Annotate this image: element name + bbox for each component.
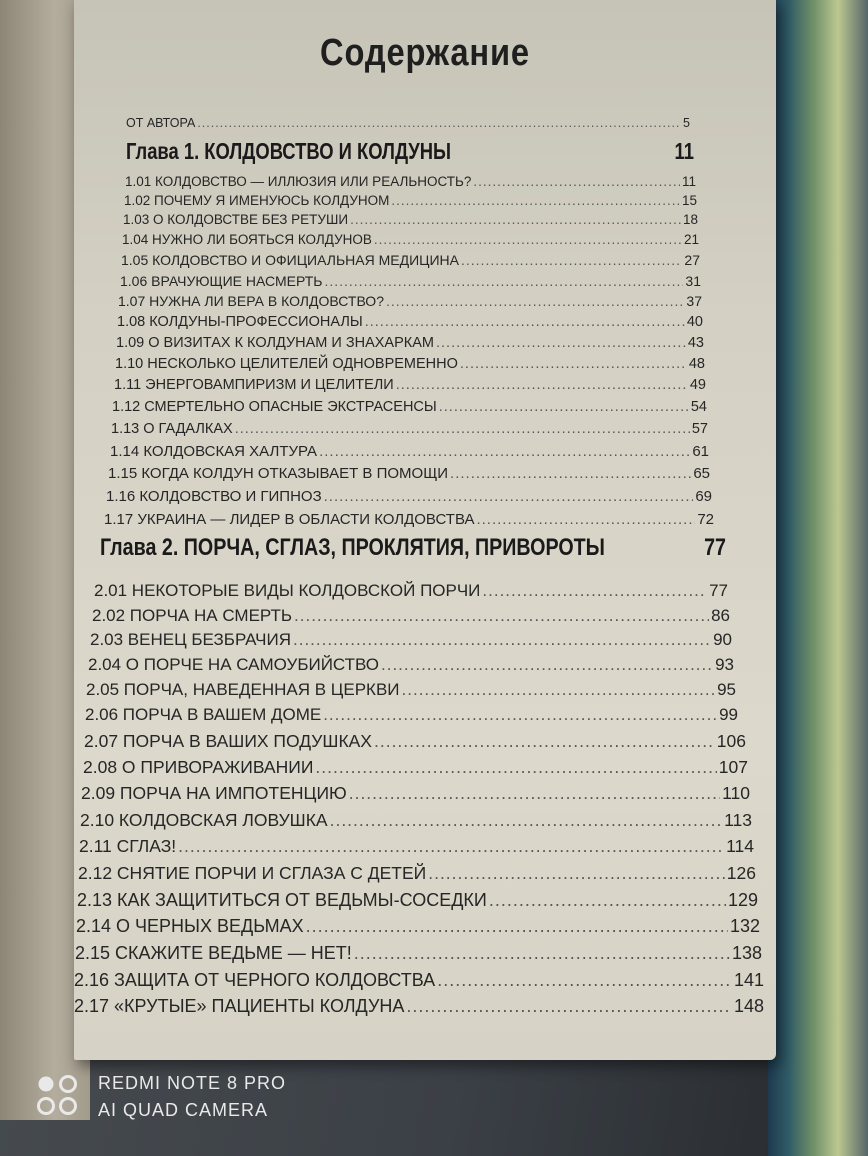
toc-entry: [92, 606, 730, 626]
toc-entry: [123, 212, 698, 227]
toc-entry-title: 2.10 КОЛДОВСКАЯ ЛОВУШКА: [80, 810, 328, 830]
toc-entry-title: ОТ АВТОРА: [126, 116, 196, 130]
toc-entry-title: 1.16 КОЛДОВСТВО И ГИПНОЗ: [106, 488, 322, 505]
toc-entry: [121, 252, 700, 268]
toc-entry-title: 2.14 О ЧЕРНЫХ ВЕДЬМАХ: [76, 916, 304, 936]
toc-entry: [77, 890, 758, 911]
toc-entry-title: 2.09 ПОРЧА НА ИМПОТЕНЦИЮ: [81, 783, 347, 803]
watermark-line-2: AI QUAD CAMERA: [98, 1100, 269, 1120]
toc-entry: [75, 943, 762, 964]
toc-entry-page: 93: [715, 655, 734, 674]
chapter-heading: [100, 534, 726, 562]
toc-entry-page: 107: [718, 757, 748, 777]
toc-entry-title: 1.09 О ВИЗИТАХ К КОЛДУНАМ И ЗНАХАРКАМ: [116, 335, 434, 351]
toc-entry-page: 110: [722, 783, 750, 803]
toc-entry-title: 1.01 КОЛДОВСТВО — ИЛЛЮЗИЯ ИЛИ РЕАЛЬНОСТЬ?: [125, 174, 472, 189]
toc-entry-page: 11: [681, 174, 696, 189]
toc-entry: [110, 443, 709, 460]
dot-leader: [436, 335, 686, 351]
toc-entry-title: 2.05 ПОРЧА, НАВЕДЕННАЯ В ЦЕРКВИ: [86, 680, 400, 699]
toc-entry-title: 1.05 КОЛДОВСТВО И ОФИЦИАЛЬНАЯ МЕДИЦИНА: [121, 252, 459, 268]
toc-entry-page: 43: [687, 335, 704, 351]
toc-entry-title: 2.01 НЕКОТОРЫЕ ВИДЫ КОЛДОВСКОЙ ПОРЧИ: [94, 581, 481, 600]
toc-entry-title: 1.06 ВРАЧУЮЩИЕ НАСМЕРТЬ: [120, 273, 323, 289]
toc-entry: [117, 314, 703, 330]
toc-entry-title: 1.07 НУЖНА ЛИ ВЕРА В КОЛДОВСТВО?: [118, 293, 384, 309]
book-page: [74, 0, 776, 1060]
dot-leader: [324, 488, 694, 505]
dot-leader: [460, 356, 687, 372]
toc-entry: [115, 356, 705, 372]
camera-logo-icon: [36, 1073, 80, 1117]
toc-entry-page: 18: [682, 212, 698, 227]
toc-entry-page: 90: [713, 630, 732, 649]
dot-leader: [197, 116, 681, 130]
toc-entry-title: 2.13 КАК ЗАЩИТИТЬСЯ ОТ ВЕДЬМЫ-СОСЕДКИ: [77, 890, 487, 910]
toc-entry: [125, 174, 696, 189]
dot-leader: [306, 916, 728, 937]
toc-entry-page: 99: [719, 705, 738, 724]
toc-entry-title: 1.11 ЭНЕРГОВАМПИРИЗМ И ЦЕЛИТЕЛИ: [114, 377, 394, 393]
toc-entry: [78, 863, 756, 884]
dot-leader: [406, 996, 732, 1017]
book-cover-edge: [768, 0, 868, 1156]
toc-entry-page: 65: [693, 465, 710, 482]
toc-entry-page: 138: [731, 943, 762, 963]
toc-entry: [90, 630, 732, 650]
toc-entry: [83, 757, 748, 778]
toc-entry-page: 31: [685, 273, 701, 289]
toc-entry: [111, 421, 708, 437]
toc-entry-page: 141: [733, 970, 764, 990]
toc-entry-title: 1.13 О ГАДАЛКАХ: [111, 421, 233, 437]
toc-entry-title: 2.11 СГЛАЗ!: [79, 836, 177, 856]
toc-entry-title: 1.04 НУЖНО ЛИ БОЯТЬСЯ КОЛДУНОВ: [122, 232, 372, 247]
dot-leader: [473, 174, 680, 189]
toc-entry-title: 1.17 УКРАИНА — ЛИДЕР В ОБЛАСТИ КОЛДОВСТВА: [104, 511, 475, 528]
toc-entry-page: 21: [683, 232, 699, 247]
dot-leader: [402, 680, 716, 700]
dot-leader: [324, 273, 683, 289]
dot-leader: [319, 443, 690, 460]
toc-entry: [116, 335, 704, 351]
toc-entry-page: 86: [711, 606, 730, 625]
toc-entry: [85, 705, 738, 725]
dot-leader: [439, 399, 689, 415]
toc-entry-page: 129: [727, 890, 758, 910]
dot-leader: [354, 943, 730, 964]
toc-entry-page: 49: [689, 377, 706, 393]
toc-entry: [94, 581, 728, 601]
dot-leader: [391, 193, 680, 208]
dot-leader: [476, 511, 695, 528]
toc-entry-title: 2.02 ПОРЧА НА СМЕРТЬ: [92, 606, 293, 625]
dot-leader: [349, 783, 720, 804]
dot-leader: [178, 836, 724, 857]
dot-leader: [315, 757, 716, 778]
toc-entry-title: 2.04 О ПОРЧЕ НА САМОУБИЙСТВО: [88, 655, 380, 674]
toc-entry: [126, 116, 690, 130]
toc-entry-page: 77: [709, 581, 728, 600]
toc-entry-title: 1.15 КОГДА КОЛДУН ОТКАЗЫВАЕТ В ПОМОЩИ: [108, 465, 449, 482]
toc-entry: [88, 655, 734, 675]
toc-entry: [114, 377, 706, 393]
toc-entry-title: 2.03 ВЕНЕЦ БЕЗБРАЧИЯ: [90, 630, 291, 649]
dot-leader: [386, 293, 684, 309]
dot-leader: [489, 890, 726, 911]
toc-entry: [79, 836, 754, 857]
toc-entry-page: 126: [726, 863, 756, 883]
toc-entry-title: 2.06 ПОРЧА В ВАШЕМ ДОМЕ: [85, 705, 322, 724]
toc-entry-title: 1.02 ПОЧЕМУ Я ИМЕНУЮСЬ КОЛДУНОМ: [124, 193, 390, 208]
toc-entry-page: 72: [697, 511, 714, 528]
dot-leader: [350, 212, 681, 227]
toc-entry: [106, 488, 712, 505]
toc-entry-title: 1.08 КОЛДУНЫ-ПРОФЕССИОНАЛЫ: [117, 314, 363, 330]
toc-entry-page: 132: [729, 916, 760, 936]
toc-entry-page: 54: [690, 399, 707, 415]
toc-entry-page: 113: [724, 810, 752, 830]
toc-entry: [120, 273, 701, 289]
toc-entry: [118, 293, 702, 309]
page-title: Содержание: [320, 32, 530, 74]
dot-leader: [323, 705, 717, 725]
toc-entry-title: 2.08 О ПРИВОРАЖИВАНИИ: [83, 757, 314, 777]
toc-entry-page: 77: [704, 534, 726, 561]
toc-entry-title: 2.12 СНЯТИЕ ПОРЧИ И СГЛАЗА С ДЕТЕЙ: [78, 863, 427, 883]
toc-entry-page: 106: [716, 731, 746, 751]
toc-entry: [124, 193, 697, 208]
toc-entry-page: 15: [681, 193, 697, 208]
toc-entry-title: 1.10 НЕСКОЛЬКО ЦЕЛИТЕЛЕЙ ОДНОВРЕМЕННО: [115, 356, 458, 372]
toc-entry-title: Глава 2. ПОРЧА, СГЛАЗ, ПРОКЛЯТИЯ, ПРИВОРОТЫ: [100, 534, 605, 561]
dot-leader: [428, 863, 725, 884]
dot-leader: [437, 970, 732, 991]
toc-entry: [76, 916, 760, 937]
toc-entry-title: 2.17 «КРУТЫЕ» ПАЦИЕНТЫ КОЛДУНА: [74, 996, 405, 1016]
toc-entry-title: 2.16 ЗАЩИТА ОТ ЧЕРНОГО КОЛДОВСТВА: [74, 970, 436, 990]
toc-entry: [84, 731, 746, 752]
toc-entry-page: 27: [684, 252, 700, 268]
dot-leader: [381, 655, 713, 675]
dot-leader: [482, 581, 707, 601]
toc-entry: [104, 511, 714, 528]
toc-entry-page: 148: [733, 996, 764, 1016]
dot-leader: [365, 314, 685, 330]
toc-entry-page: 95: [717, 680, 736, 699]
toc-entry-page: 61: [692, 443, 709, 460]
dot-leader: [450, 465, 691, 482]
toc-entry-title: 1.03 О КОЛДОВСТВЕ БЕЗ РЕТУШИ: [123, 212, 349, 227]
toc-entry: [81, 783, 750, 804]
watermark-line-1: REDMI NOTE 8 PRO: [98, 1073, 287, 1093]
dot-leader: [461, 252, 682, 268]
dot-leader: [293, 630, 711, 650]
toc-entry-page: 37: [686, 293, 702, 309]
toc-entry-page: 40: [686, 314, 703, 330]
toc-entry: [108, 465, 710, 482]
toc-entry-title: 1.12 СМЕРТЕЛЬНО ОПАСНЫЕ ЭКСТРАСЕНСЫ: [112, 399, 437, 415]
toc-entry-title: Глава 1. КОЛДОВСТВО И КОЛДУНЫ: [126, 138, 452, 164]
toc-entry-page: 69: [695, 488, 712, 505]
toc-entry: [86, 680, 736, 700]
toc-entry: [80, 810, 752, 831]
toc-entry-page: 5: [683, 116, 690, 130]
toc-entry-page: 48: [688, 356, 705, 372]
toc-entry: [122, 232, 699, 247]
toc-entry-title: 2.07 ПОРЧА В ВАШИХ ПОДУШКАХ: [84, 731, 372, 751]
dot-leader: [330, 810, 723, 831]
chapter-heading: [126, 138, 694, 165]
table-of-contents: [74, 0, 776, 1060]
toc-entry-page: 57: [691, 421, 708, 437]
dot-leader: [396, 377, 688, 393]
toc-entry-title: 1.14 КОЛДОВСКАЯ ХАЛТУРА: [110, 443, 318, 460]
toc-entry-title: 2.15 СКАЖИТЕ ВЕДЬМЕ — НЕТ!: [75, 943, 352, 963]
toc-entry: [74, 970, 764, 991]
toc-entry: [112, 399, 707, 415]
toc-entry: [74, 996, 764, 1017]
dot-leader: [374, 731, 715, 752]
dot-leader: [374, 232, 682, 247]
dot-leader: [235, 421, 690, 437]
toc-entry-page: 114: [726, 836, 754, 856]
dot-leader: [294, 606, 709, 626]
toc-entry-page: 11: [674, 138, 694, 164]
